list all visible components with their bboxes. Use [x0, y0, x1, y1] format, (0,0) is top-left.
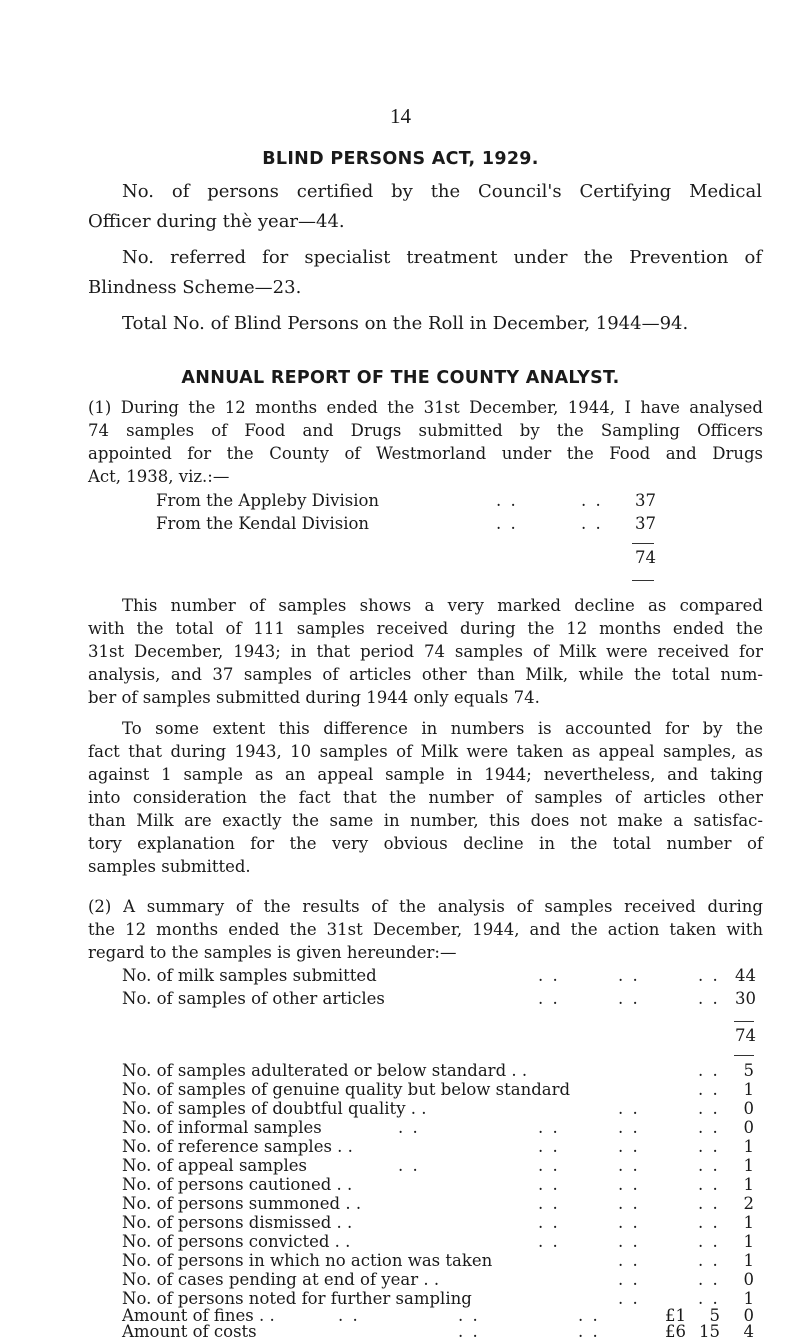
results-value: 1	[743, 1251, 754, 1270]
costs-pence: 4	[743, 1322, 754, 1341]
results-label: No. of informal samples	[122, 1118, 322, 1137]
results-value: 0	[743, 1118, 754, 1137]
results-value: 1	[743, 1156, 754, 1175]
submitted-value: 44	[735, 966, 756, 985]
divider	[734, 1021, 754, 1022]
analyst-heading: ANNUAL REPORT OF THE COUNTY ANALYST.	[181, 368, 620, 388]
results-label: No. of samples of genuine quality but below standard	[122, 1080, 571, 1099]
divider	[734, 1055, 754, 1056]
blind-line-3: Total No. of Blind Persons on the Roll in December, 1944—94.	[122, 313, 689, 334]
results-label: No. of persons dismissed . .	[122, 1213, 353, 1232]
division-value: 37	[635, 514, 656, 533]
results-value: 1	[743, 1080, 754, 1099]
division-label: From the Appleby Division	[156, 491, 380, 510]
division-value: 37	[635, 491, 656, 510]
results-label: No. of samples of doubtful quality . .	[122, 1099, 427, 1118]
blind-line-2b: Blindness Scheme—23.	[88, 277, 302, 298]
costs-pounds: £6	[665, 1322, 686, 1341]
fines-pence: 0	[743, 1306, 754, 1325]
submitted-label: No. of milk samples submitted	[122, 966, 377, 985]
blind-line-1b: Officer during thè year—44.	[88, 211, 345, 232]
results-value: 0	[743, 1099, 754, 1118]
results-label: No. of cases pending at end of year . .	[122, 1270, 440, 1289]
results-label: No. of samples adulterated or below standard . .	[122, 1061, 528, 1080]
fines-pounds: £1	[665, 1306, 686, 1325]
submitted-total: 74	[735, 1026, 756, 1045]
submitted-label: No. of samples of other articles	[122, 989, 385, 1008]
results-label: No. of persons cautioned . .	[122, 1175, 353, 1194]
results-label: No. of persons in which no action was taken	[122, 1251, 493, 1270]
blind-persons-heading: BLIND PERSONS ACT, 1929.	[262, 149, 539, 169]
divider	[632, 580, 654, 581]
division-total: 74	[635, 548, 656, 567]
division-label: From the Kendal Division	[156, 514, 370, 533]
results-value: 2	[743, 1194, 754, 1213]
results-value: 1	[743, 1175, 754, 1194]
results-label: No. of persons convicted . .	[122, 1232, 351, 1251]
results-value: 1	[743, 1137, 754, 1156]
results-label: No. of persons summoned . .	[122, 1194, 362, 1213]
divider	[632, 543, 654, 544]
results-value: 1	[743, 1289, 754, 1308]
fines-shillings: 5	[709, 1306, 720, 1325]
results-value: 0	[743, 1270, 754, 1289]
costs-label: Amount of costs	[122, 1322, 257, 1341]
costs-shillings: 15	[699, 1322, 720, 1341]
fines-label: Amount of fines . .	[122, 1306, 275, 1325]
page-number: 14	[390, 104, 411, 128]
submitted-value: 30	[735, 989, 756, 1008]
results-label: No. of reference samples . .	[122, 1137, 353, 1156]
results-value: 5	[743, 1061, 754, 1080]
results-value: 1	[743, 1213, 754, 1232]
blind-line-2a: No. referred for specialist treatment under the Prevention of	[122, 247, 762, 268]
blind-line-1a: No. of persons certified by the Council's Certifying Medical	[122, 181, 762, 202]
results-label: No. of persons noted for further sampling	[122, 1289, 472, 1308]
results-value: 1	[743, 1232, 754, 1251]
results-label: No. of appeal samples	[122, 1156, 307, 1175]
